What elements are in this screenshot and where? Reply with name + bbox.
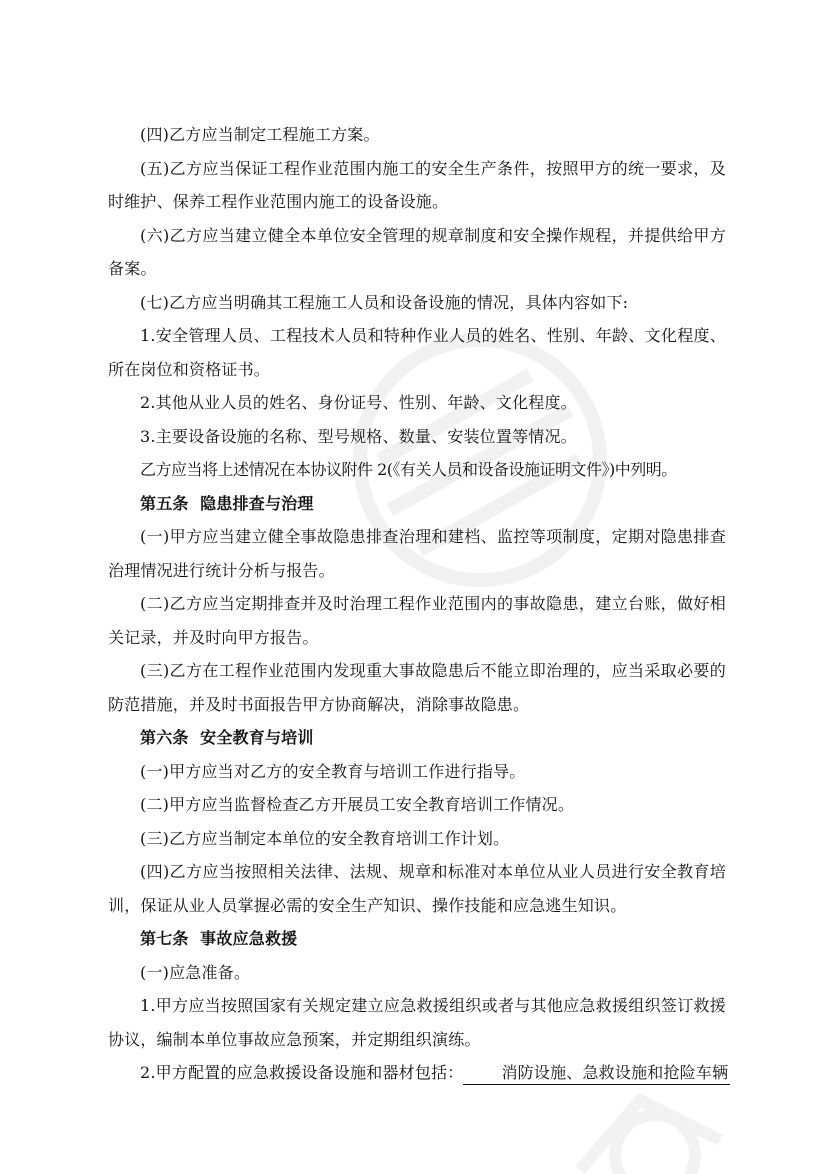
clause-4-4: (四)乙方应当制定工程施工方案。 [140,125,380,144]
clause-4-5: (五)乙方应当保证工程作业范围内施工的安全生产条件，按照甲方的统一要求，及时维护、保养工程作业范围内施工的设备设施。 [108,158,726,211]
article-6-heading: 第六条 安全教育与培训 [140,728,314,747]
clause-4-7-item-2: 2.其他从业人员的姓名、身份证号、性别、年龄、文化程度。 [140,393,577,412]
clause-4-7: (七)乙方应当明确其工程施工人员和设备设施的情况，具体内容如下: [140,292,629,312]
clause-6-4: (四)乙方应当按照相关法律、法规、规章和标准对本单位从业人员进行安全教育培训，保证从业人员掌握必需的安全生产知识、操作技能和应急逃生知识。 [108,862,726,915]
clause-4-7-note: 乙方应当将上述情况在本协议附件 2(《有关人员和设备设施证明文件》)中列明。 [140,460,677,479]
clause-6-2: (二)甲方应当监督检查乙方开展员工安全教育培训工作情况。 [140,795,575,814]
clause-7-1-item-1: 1.甲方应当按照国家有关规定建立应急救援组织或者与其他应急救援组织签订救援协议，编制本单位事故应急预案，并定期组织演练。 [108,996,726,1049]
clause-5-3: (三)乙方在工程作业范围内发现重大事故隐患后不能立即治理的，应当采取必要的防范措施，并及时书面报告甲方协商解决，消除事故隐患。 [108,661,726,714]
clause-4-7-item-3: 3.主要设备设施的名称、型号规格、数量、安装位置等情况。 [140,426,577,446]
clause-7-1-item-2-lead: 2.甲方配置的应急救援设备设施和器材包括： [140,1063,464,1082]
clause-7-1-item-2 [108,1056,729,1090]
filled-blank: 消防设施、急救设施和抢险车辆 [463,1062,730,1085]
document-body [108,118,729,1090]
clause-7-1: (一)应急准备。 [140,962,251,982]
watermark-logo-fragment-icon [560,1080,740,1174]
clause-4-7-item-1: 1.安全管理人员、工程技术人员和特种作业人员的姓名、性别、年龄、文化程度、所在岗位和资格证书。 [108,326,726,379]
article-7-heading: 第七条 事故应急救援 [140,929,298,948]
clause-5-1: (一)甲方应当建立健全事故隐患排查治理和建档、监控等项制度，定期对隐患排查治理情况进行统计分析与报告。 [108,527,726,580]
clause-6-1: (一)甲方应当对乙方的安全教育与培训工作进行指导。 [140,761,526,781]
clause-4-6: (六)乙方应当建立健全本单位安全管理的规章制度和安全操作规程，并提供给甲方备案。 [108,225,726,278]
clause-5-2: (二)乙方应当定期排查并及时治理工程作业范围内的事故隐患，建立台账，做好相关记录，并及时向甲方报告。 [108,594,726,647]
clause-6-3: (三)乙方应当制定本单位的安全教育培训工作计划。 [140,828,510,848]
article-5-heading: 第五条 隐患排查与治理 [140,493,314,513]
